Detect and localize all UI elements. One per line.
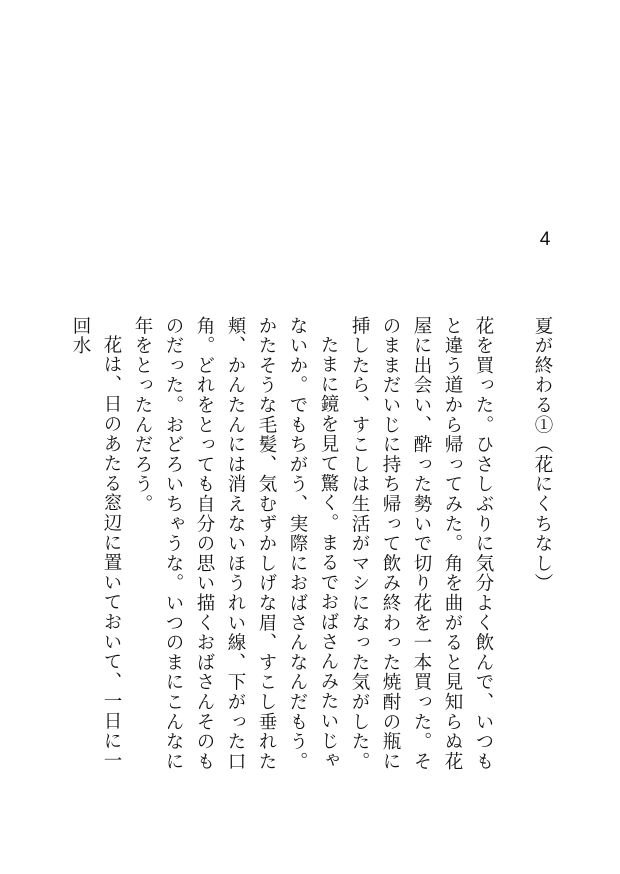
paragraph-1: 花を買った。ひさしぶりに気分よく飲んで、いつもと違う道から帰ってみた。角を曲がると見知らぬ花屋に出会い、酔った勢いで切り花を一本買った。そのままだいじに持ち帰って飲み終わった焼酎の瓶に挿したら、すこしは生活がマシになった気がした。 [349, 316, 494, 772]
vertical-text-body [65, 316, 558, 786]
chapter-title: 夏が終わる①（花にくちなし） [532, 316, 553, 594]
paragraph-2: たまに鏡を見て驚く。まるでおばさんみたいじゃないか。でもちがう、実際におばさんなんだもう。かたそうな毛髪、気むずかしげな眉、すこし垂れた頬、かんたんには消えないほうれい線、下がった口角。どれをとっても自分の思い描くおばさんそのものだった。おどろいちゃうな。いつのまにこんなに年をとったんだろう。 [132, 316, 339, 772]
paragraph-3: 花は、日のあたる窓辺に置いておいて、一日に一回水 [70, 316, 122, 771]
page-number: 4 [539, 229, 551, 250]
